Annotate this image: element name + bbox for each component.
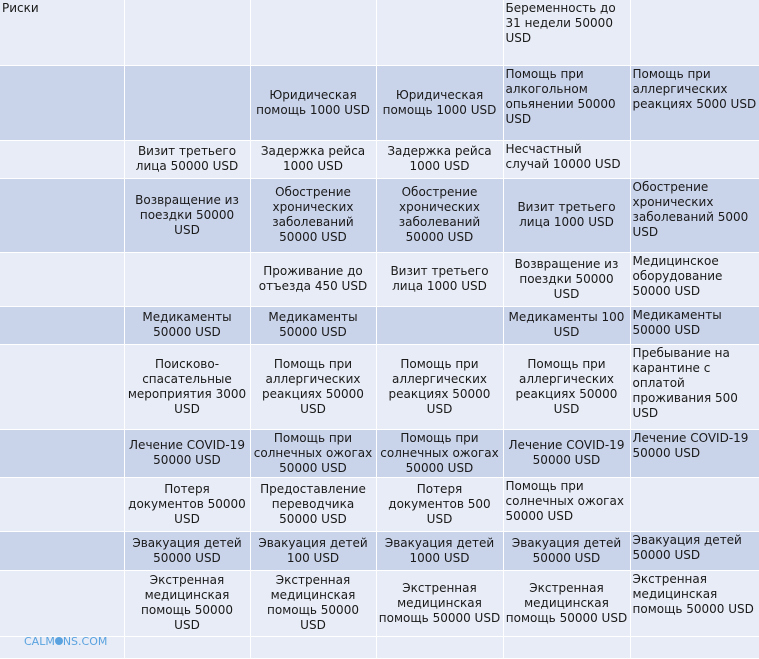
table-cell: Экстренная медицинская помощь 50000 USD [630,570,759,636]
table-cell: Экстренная медицинская помощь 50000 USD [250,570,376,636]
table-cell [376,306,503,344]
table-cell: Помощь при аллергических реакциях 50000 USD [503,344,630,429]
watermark-dot-icon [55,637,63,645]
table-cell [376,0,503,65]
table-row [0,65,759,140]
risks-header-cell: Риски [0,0,124,65]
table-cell [0,429,124,477]
table-cell: Лечение COVID-19 50000 USD [630,429,759,477]
table-cell: Помощь при солнечных ожогах 50000 USD [376,429,503,477]
table-row [0,429,759,477]
table-cell: Помощь при солнечных ожогах 50000 USD [250,429,376,477]
table-cell [630,140,759,178]
table-row [0,306,759,344]
table-row [0,570,759,636]
table-cell: Медицинское оборудование 50000 USD [630,252,759,306]
table-cell [124,252,250,306]
table-cell: Лечение COVID-19 50000 USD [503,429,630,477]
table-cell: Лечение COVID-19 50000 USD [124,429,250,477]
table-cell [630,477,759,531]
table-cell: Визит третьего лица 50000 USD [124,140,250,178]
table-cell: Медикаменты 50000 USD [250,306,376,344]
table-cell [0,140,124,178]
table-cell [250,0,376,65]
table-cell: Проживание до отъезда 450 USD [250,252,376,306]
table-cell: Юридическая помощь 1000 USD [250,65,376,140]
table-row [0,178,759,252]
table-cell [0,252,124,306]
table-cell: Юридическая помощь 1000 USD [376,65,503,140]
table-row [0,344,759,429]
table-row [0,252,759,306]
table-cell: Медикаменты 50000 USD [630,306,759,344]
table-cell: Эвакуация детей 50000 USD [124,531,250,570]
table-cell [124,65,250,140]
table-row [0,140,759,178]
table-cell: Потеря документов 50000 USD [124,477,250,531]
table-cell [0,570,124,636]
table-cell: Обострение хронических заболеваний 50000 USD [250,178,376,252]
table-cell: Помощь при аллергических реакциях 50000 USD [376,344,503,429]
table-cell [0,344,124,429]
table-cell [630,0,759,65]
table-cell: Помощь при солнечных ожогах 50000 USD [503,477,630,531]
table-cell [0,531,124,570]
table-cell: Эвакуация детей 50000 USD [503,531,630,570]
table-cell: Медикаменты 100 USD [503,306,630,344]
table-cell: Помощь при аллергических реакциях 5000 USD [630,65,759,140]
table-cell: Поисково-спасательные мероприятия 3000 USD [124,344,250,429]
table-cell: Медикаменты 50000 USD [124,306,250,344]
table-cell: Экстренная медицинская помощь 50000 USD [503,570,630,636]
table-cell: Несчастный случай 10000 USD [503,140,630,178]
table-cell [0,178,124,252]
table-cell [0,477,124,531]
table-cell: Предоставление переводчика 50000 USD [250,477,376,531]
table-row [0,531,759,570]
table-cell [0,65,124,140]
watermark-right: NS.COM [62,635,108,648]
table-cell: Экстренная медицинская помощь 50000 USD [124,570,250,636]
table-cell [124,0,250,65]
table-cell: Возвращение из поездки 50000 USD [503,252,630,306]
table-row [0,0,759,65]
table-cell: Пребывание на карантине с оплатой проживания 500 USD [630,344,759,429]
table-cell: Эвакуация детей 1000 USD [376,531,503,570]
table-cell: Задержка рейса 1000 USD [250,140,376,178]
table-cell: Помощь при алкогольном опьянении 50000 USD [503,65,630,140]
table-cell: Эвакуация детей 100 USD [250,531,376,570]
table-cell: Обострение хронических заболеваний 5000 USD [630,178,759,252]
table-cell: Помощь при аллергических реакциях 50000 USD [250,344,376,429]
table-cell [0,306,124,344]
watermark-left: CALM [24,635,55,648]
table-cell: Задержка рейса 1000 USD [376,140,503,178]
table-cell: Потеря документов 500 USD [376,477,503,531]
table-cell: Визит третьего лица 1000 USD [376,252,503,306]
table-cell: Эвакуация детей 50000 USD [630,531,759,570]
table-cell: Беременность до 31 недели 50000 USD [503,0,630,65]
calmins-watermark [24,635,107,648]
table-cell: Экстренная медицинская помощь 50000 USD [376,570,503,636]
table-cell: Обострение хронических заболеваний 50000 USD [376,178,503,252]
table-row [0,477,759,531]
table-cell: Визит третьего лица 1000 USD [503,178,630,252]
table-cell: Возвращение из поездки 50000 USD [124,178,250,252]
